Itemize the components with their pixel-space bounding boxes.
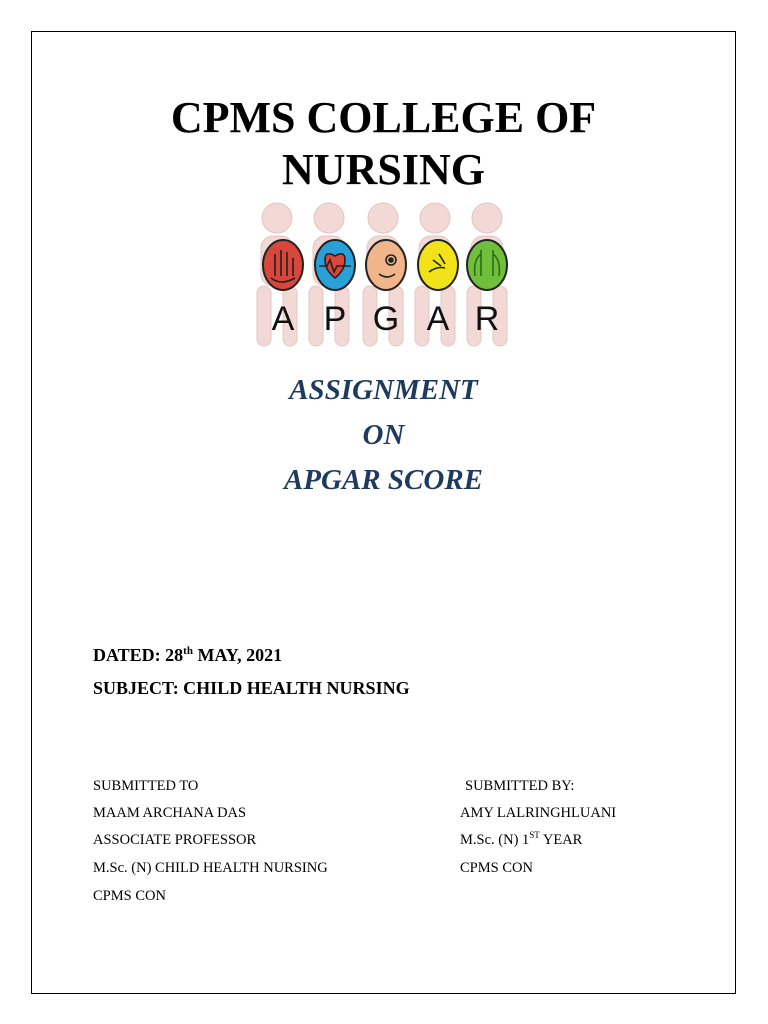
- assignment-line1: ASSIGNMENT: [289, 374, 478, 406]
- assignment-line2: ON: [362, 419, 405, 451]
- face-icon: [366, 240, 406, 290]
- course-post: YEAR: [539, 831, 583, 848]
- submitted-by-name: AMY LALRINGHLUANI: [460, 805, 617, 821]
- assignment-line3: APGAR SCORE: [283, 464, 484, 496]
- subject-line: SUBJECT: CHILD HEALTH NURSING: [93, 678, 410, 698]
- college-name-line2: NURSING: [282, 145, 485, 194]
- college-name-line1: CPMS COLLEGE OF: [170, 93, 597, 142]
- dated-sup: th: [183, 645, 193, 657]
- arm-icon: [418, 240, 458, 290]
- course-pre: M.Sc. (N) 1: [460, 831, 530, 848]
- submitted-to-heading: SUBMITTED TO: [93, 778, 199, 794]
- submitted-to-designation: ASSOCIATE PROFESSOR: [93, 832, 257, 848]
- submitted-by-heading: SUBMITTED BY:: [465, 778, 575, 794]
- logo-letter-a: A: [271, 300, 295, 338]
- dated-label: DATED: 28: [93, 645, 184, 665]
- dated-line: [93, 645, 282, 666]
- submitted-by-institution: CPMS CON: [460, 860, 533, 876]
- submitted-to-department: M.Sc. (N) CHILD HEALTH NURSING: [93, 860, 328, 876]
- submitted-to-institution: CPMS CON: [93, 888, 166, 904]
- logo-letter-r: R: [474, 300, 500, 338]
- dated-rest: MAY, 2021: [192, 645, 283, 665]
- logo-letter-a: A: [426, 300, 450, 338]
- submitted-by-course: [460, 830, 582, 849]
- college-name: [31, 92, 736, 196]
- logo-letter-g: G: [372, 300, 400, 338]
- lungs-icon: [467, 240, 507, 290]
- apgar-logo: [255, 198, 513, 368]
- logo-letter-p: P: [323, 300, 347, 338]
- course-sup: ST: [529, 830, 540, 840]
- submitted-to-name: MAAM ARCHANA DAS: [93, 805, 247, 821]
